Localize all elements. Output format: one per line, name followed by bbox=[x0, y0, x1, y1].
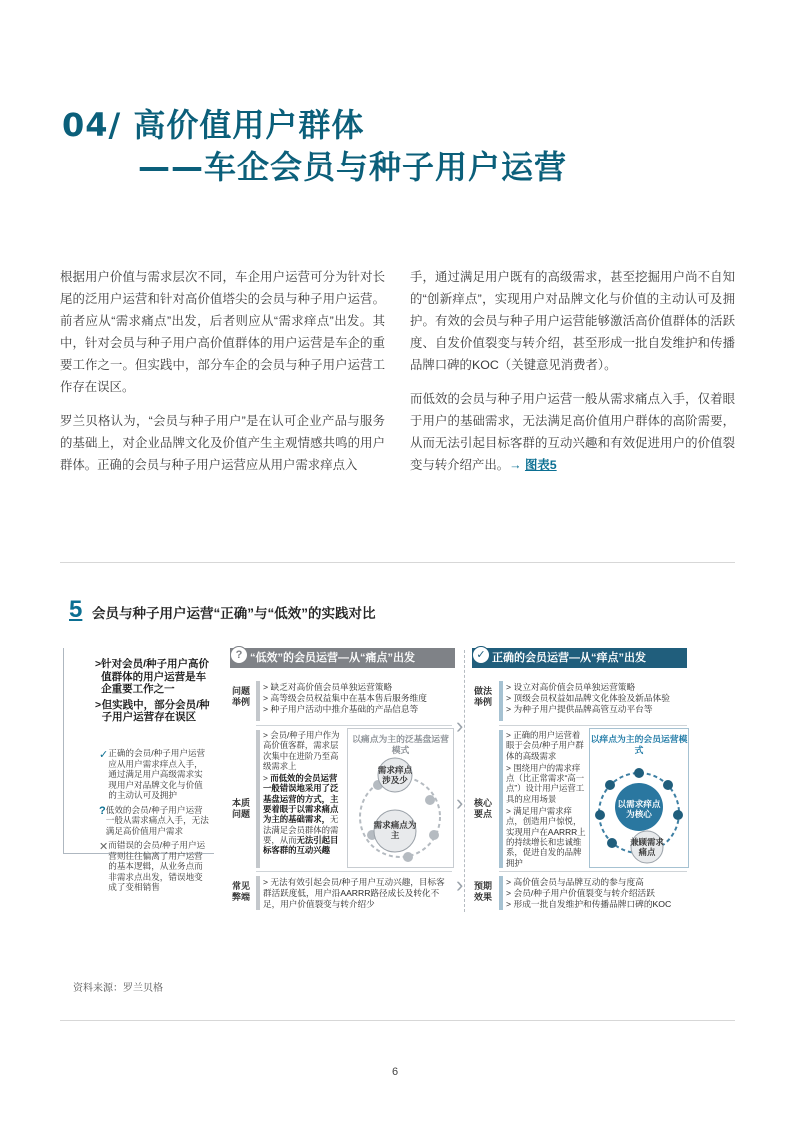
cross-icon: ✕ bbox=[99, 841, 109, 853]
page-title-line1: 04/ 高价值用户群体 bbox=[62, 106, 365, 144]
list-item: > 种子用户活动中推介基础的产品信息等 bbox=[263, 703, 419, 714]
divider bbox=[256, 871, 452, 872]
figure-reference-text: 图表5 bbox=[524, 458, 557, 472]
row-bar bbox=[256, 681, 260, 721]
diagram-title: 以痒点为主的会员运营模式 bbox=[590, 734, 688, 755]
problem-examples-list bbox=[263, 682, 427, 714]
list-item: > 高价值会员与品牌互动的参与度高 bbox=[506, 877, 644, 887]
bullet-icon: > bbox=[95, 698, 102, 711]
divider bbox=[60, 1020, 735, 1021]
dashed-divider bbox=[464, 650, 466, 912]
figure-reference-link[interactable] bbox=[509, 458, 557, 472]
figure-source: 资料来源：罗兰贝格 bbox=[73, 983, 163, 994]
divider bbox=[499, 871, 687, 872]
list-item: > 为种子用户提供品牌高管互动平台等 bbox=[506, 703, 653, 714]
page-title-line2: ——车企会员与种子用户运营 bbox=[138, 148, 568, 186]
row-label-core-points: 核心要点 bbox=[473, 798, 492, 819]
list-item: > 顶级会员权益如品牌文化体验及新品体验 bbox=[506, 692, 670, 703]
diagram-bottom-label: 兼顾需求痛点 bbox=[630, 837, 664, 857]
bullet-icon: > bbox=[95, 658, 102, 670]
diagram-top-label: 需求痒点涉及少 bbox=[377, 765, 413, 785]
row-bar bbox=[256, 730, 260, 868]
correct-panel-header: 正确的会员运营—从“痒点”出发 bbox=[472, 648, 687, 668]
pain-point-diagram-box bbox=[347, 728, 454, 868]
list-item: > 缺乏对高价值会员单独运营策略 bbox=[263, 682, 393, 692]
row-label-practice-examples: 做法举例 bbox=[473, 686, 492, 707]
body-paragraph: 手，通过满足用户既有的高级需求，甚至挖掘用户尚不自知的“创新痒点”，实现用户对品牌文化与价值的主动认可及拥护。有效的会员与种子用户运营能够激活高价值群体的活跃度、自发价值裂变与转介绍，甚至形成一批自发维护和传播品牌口碑的KOC（关键意见消费者）。 bbox=[410, 270, 735, 372]
row-label-common-drawbacks: 常见弊端 bbox=[231, 881, 250, 902]
row-label-problem-examples: 问题举例 bbox=[231, 686, 250, 707]
inefficient-panel-header: “低效”的会员运营—从“痛点”出发 bbox=[230, 648, 455, 668]
itch-point-diagram-box bbox=[589, 728, 689, 868]
row-bar bbox=[499, 876, 503, 910]
divider bbox=[256, 725, 452, 726]
diagram-title: 以痛点为主的泛基盘运营模式 bbox=[352, 734, 449, 755]
body-paragraph: 罗兰贝格认为，“会员与种子用户”是在认可企业产品与服务的基础上，对企业品牌文化及价值产生主观情感共鸣的用户群体。正确的会员与种子用户运营应从用户需求痒点入 bbox=[60, 414, 385, 472]
row-bar bbox=[499, 730, 503, 868]
correct-operation-panel bbox=[472, 648, 687, 668]
page-number: 6 bbox=[392, 1066, 399, 1078]
chevron-right-icon: › bbox=[456, 713, 464, 738]
core-points-text: > 正确的用户运营着眼于会员/种子用户群体的高级需求 > 围绕用户的需求痒点（比正常需求“高一点”）设计用户运营工具的应用场景 > 满足用户需求痒点，创造用户惊悦，实现用户在AARRR上的持续增长和忠诚维系，促进自发的品牌拥护 bbox=[506, 730, 586, 868]
figure-number: 5 bbox=[69, 596, 83, 623]
common-drawbacks-text: > 无法有效引起会员/种子用户互动兴趣，目标客群活跃度低，用户沿AARRR路径成长及转化不足，用户价值裂变与转介绍少 bbox=[263, 877, 445, 909]
diagram-bottom-label: 需求痛点为主 bbox=[373, 820, 417, 840]
divider bbox=[60, 562, 735, 563]
body-paragraph-text: 而低效的会员与种子用户运营一般从需求痛点入手，仅着眼于用户的基础需求，无法满足高价值用户群体的高阶需要，从而无法引起目标客群的互动兴趣和有效促进用户的价值裂变与转介绍产出。 bbox=[410, 392, 735, 472]
diagram-center-label: 以需求痒点为核心 bbox=[617, 799, 661, 819]
left-item-wrong: 而错误的会员/种子用户运营则往往偏离了用户运营的基本逻辑，从业务点而非需求点出发，错误地变成了变相销售 bbox=[108, 840, 206, 892]
practice-examples-list bbox=[506, 682, 670, 714]
question-icon: ? bbox=[230, 646, 248, 664]
expected-effects-list bbox=[506, 877, 671, 909]
body-right-column bbox=[410, 266, 735, 476]
check-icon: ✓ bbox=[99, 749, 109, 761]
check-icon: ✓ bbox=[472, 646, 490, 664]
body-paragraph bbox=[410, 388, 735, 476]
left-item-inefficient: 低效的会员/种子用户运营一般从需求痛点入手，无法满足高价值用户需求 bbox=[105, 804, 209, 836]
body-left-column bbox=[60, 266, 385, 488]
left-panel-content bbox=[95, 658, 213, 730]
essential-problem-text: > 会员/种子用户作为高价值客群，需求层次集中在进阶乃至高级需求上 > 而低效的会员运营一般错误地采用了泛基盘运营的方式，主要着眼于以需求痛点为主的基础需求，无法满足会员群体的需要，从而无法引起目标客群的互动兴趣 bbox=[263, 730, 340, 856]
left-item-correct: 正确的会员/种子用户运营应从用户需求痒点入手，通过满足用户高级需求实现用户对品牌文化与价值的主动认可及拥护 bbox=[108, 748, 206, 800]
chevron-right-icon: › bbox=[456, 872, 464, 897]
list-item: > 形成一批自发维护和传播品牌口碑的KOC bbox=[506, 898, 672, 909]
left-point-2: 但实践中，部分会员/种子用户运营存在误区 bbox=[101, 698, 210, 723]
inefficient-operation-panel bbox=[230, 648, 455, 668]
left-panel-items bbox=[99, 748, 211, 893]
list-item: > 会员/种子用户价值裂变与转介绍活跃 bbox=[506, 887, 655, 898]
list-item: > 高等级会员权益集中在基本售后服务维度 bbox=[263, 692, 427, 703]
divider bbox=[499, 725, 687, 726]
row-bar bbox=[499, 681, 503, 721]
question-icon: ? bbox=[99, 804, 106, 817]
row-bar bbox=[256, 876, 260, 910]
left-point-1: 针对会员/种子用户高价值群体的用户运营是车企重要工作之一 bbox=[101, 658, 210, 695]
chevron-right-icon: › bbox=[456, 790, 464, 815]
list-item: > 设立对高价值会员单独运营策略 bbox=[506, 682, 636, 692]
row-label-expected-effects: 预期效果 bbox=[473, 881, 492, 902]
figure-title: 会员与种子用户运营“正确”与“低效”的实践对比 bbox=[92, 606, 376, 621]
row-label-essential-problem: 本质问题 bbox=[231, 798, 250, 819]
arrow-right-icon: → bbox=[509, 458, 522, 472]
body-paragraph: 根据用户价值与需求层次不同，车企用户运营可分为针对长尾的泛用户运营和针对高价值塔尖的会员与种子用户运营。前者应从“需求痛点”出发，后者则应从“需求痒点”出发。其中，针对会员与种子用户高价值群体的用户运营是车企的重要工作之一。但实践中，部分车企的会员与种子用户运营工作存在误区。 bbox=[60, 270, 385, 394]
